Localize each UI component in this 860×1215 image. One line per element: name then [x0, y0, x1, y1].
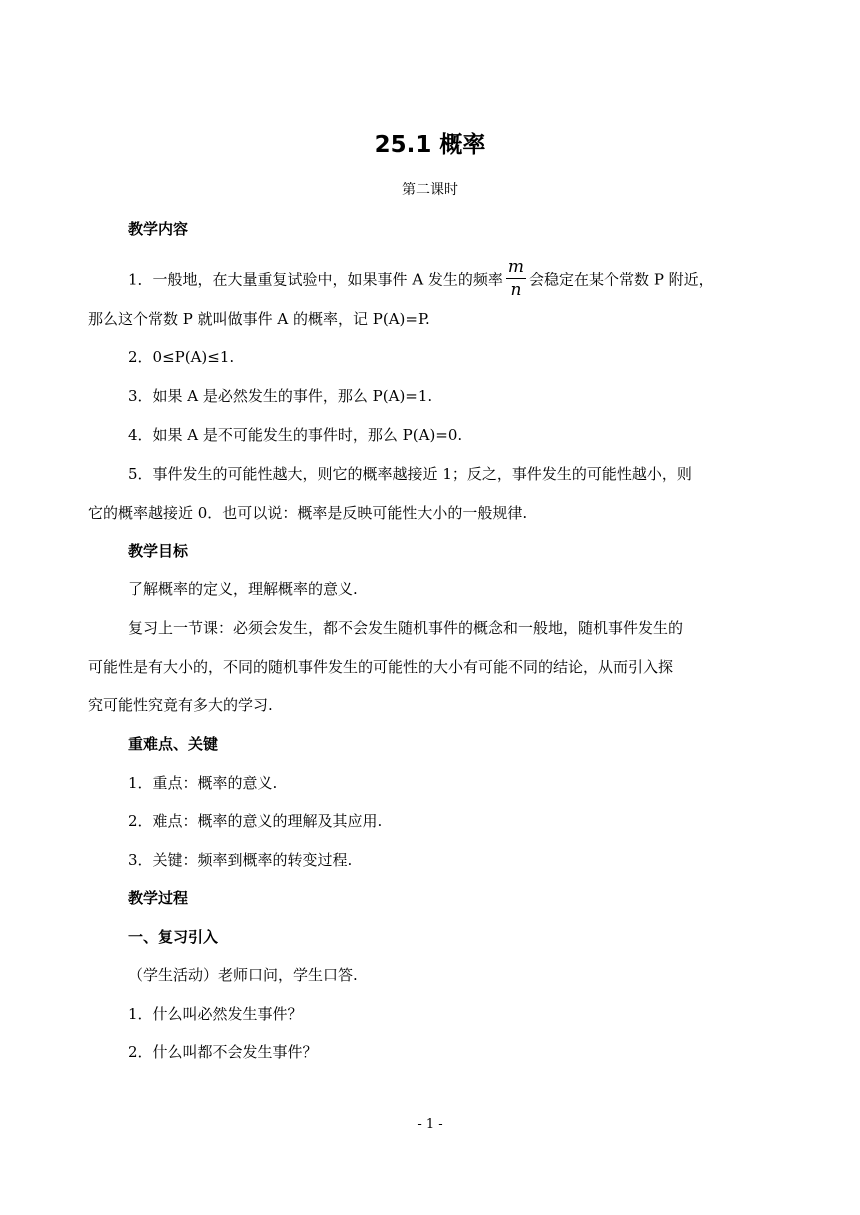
section1-heading: 一、复习引入 — [128, 928, 219, 946]
content-item-3: 3．如果 A 是必然发生的事件，那么 P(A)=1. — [128, 387, 433, 405]
content-item-2: 2．0≤P(A)≤1. — [128, 348, 235, 366]
goals-heading: 教学目标 — [128, 542, 189, 560]
page-title: 25.1 概率 — [374, 132, 486, 158]
page-number: - 1 - — [417, 1117, 443, 1132]
process-heading: 教学过程 — [128, 889, 189, 907]
content-item-1-before: 1．一般地，在大量重复试验中，如果事件 A 发生的频率 — [128, 270, 503, 289]
key-item-3: 3．关键：频率到概率的转变过程. — [128, 851, 353, 869]
page-subtitle: 第二课时 — [402, 182, 458, 198]
review-line2: 可能性是有大小的，不同的随机事件发生的可能性的大小有可能不同的结论，从而引入探 — [88, 658, 674, 676]
content-item-1-after: 会稳定在某个常数 P 附近， — [529, 270, 714, 289]
content-heading: 教学内容 — [128, 220, 189, 238]
content-item-4: 4．如果 A 是不可能发生的事件时，那么 P(A)=0. — [128, 426, 463, 444]
key-item-1: 1．重点：概率的意义. — [128, 774, 278, 792]
key-heading: 重难点、关键 — [128, 735, 219, 753]
activity-text: （学生活动）老师口问，学生口答. — [128, 966, 358, 984]
review-line3: 究可能性究竟有多大的学习. — [88, 696, 273, 714]
content-item-5-line1: 5．事件发生的可能性越大，则它的概率越接近 1；反之，事件发生的可能性越小，则 — [128, 465, 692, 483]
question-1: 1．什么叫必然发生事件？ — [128, 1005, 303, 1023]
content-item-1-continued: 那么这个常数 P 就叫做事件 A 的概率，记 P(A)=P. — [88, 310, 430, 328]
content-item-5-line2: 它的概率越接近 0．也可以说：概率是反映可能性大小的一般规律. — [88, 504, 528, 522]
fraction-numerator: m — [507, 257, 525, 277]
question-2: 2．什么叫都不会发生事件？ — [128, 1043, 318, 1061]
content-item-1 — [88, 258, 772, 303]
goals-text: 了解概率的定义，理解概率的意义. — [128, 580, 358, 598]
key-item-2: 2．难点：概率的意义的理解及其应用. — [128, 812, 383, 830]
frequency-fraction — [506, 256, 526, 301]
review-line1: 复习上一节课：必须会发生，都不会发生随机事件的概念和一般地，随机事件发生的 — [128, 619, 684, 637]
fraction-denominator: n — [510, 280, 522, 300]
